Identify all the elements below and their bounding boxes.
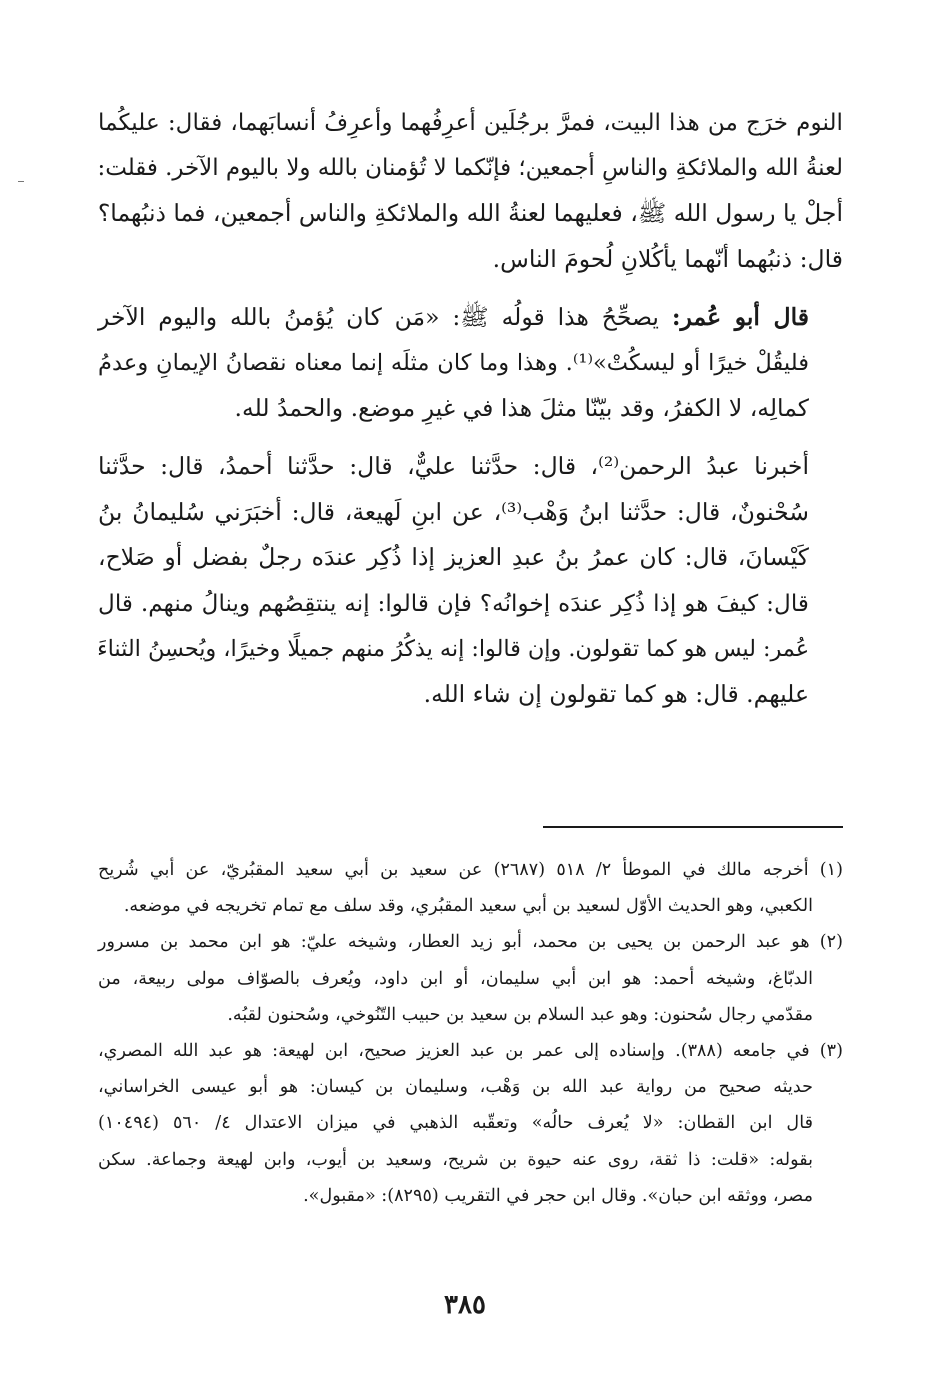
- text-line: قال: كيفَ هو إذا ذُكِر عندَه إخوانُه؟ فإن قالوا: إنه ينتقِصُهم وينالُ منهم. قال: [98, 590, 809, 618]
- text-line-with-speaker: [98, 295, 843, 341]
- page-number: ٣٨٥: [444, 1290, 486, 1320]
- footnote-line: بقوله: «قلت: ذا ثقة، روى عنه حيوة بن شريح، وسعيد بن أيوب، وابن لهيعة وجماعة. سكن: [98, 1149, 813, 1170]
- text-line: عُمر: ليس هو كما تقولون. وإن قالوا: إنه يذكُرُ منهم جميلًا وخيرًا، ويُحسِنُ الثناءَ: [97, 635, 809, 662]
- paragraph-3: [98, 444, 843, 718]
- footnote-line: (١) أخرجه مالك في الموطأ ٢/ ٥١٨ (٢٦٨٧) عن سعيد بن أبي سعيد المقبُريّ، عن أبي شُريح: [98, 860, 843, 880]
- footnote-separator: [543, 826, 843, 828]
- text-line: فليقُلْ خيرًا أو ليسكُتْ»⁽¹⁾. وهذا وما كان مثلَه إنما معناه نقصانُ الإيمانِ وعدمُ: [98, 349, 810, 376]
- footnote-line: مقدّمي رجال سُحنون: وهو عبد السلام بن سعيد بن حبيب التّنُوخي، وسُحنون لقبُه.: [227, 1004, 813, 1025]
- footnote-2: [98, 924, 843, 1033]
- paragraph-2: [98, 295, 843, 432]
- footnote-line: (٣) في جامعه (٣٨٨). وإسناده إلى عمر بن عبد العزيز صحيح، ابن لهيعة: هو عبد الله المصري،: [98, 1041, 843, 1062]
- text-line: سُحْنونٌ، قال: حدَّثنا ابنُ وَهْب⁽³⁾، عن ابنِ لَهيعة، قال: أخبَرَني سُليمانُ بنُ: [98, 497, 809, 526]
- main-text: [98, 100, 843, 718]
- footnote-1: [98, 852, 843, 924]
- text-line: كمالِه، لا الكفرُ، وقد بيّنّا مثلَ هذا في غيرِ موضع. والحمدُ لله.: [234, 394, 809, 423]
- text-line: أخبرنا عبدُ الرحمن⁽²⁾، قال: حدَّثنا عليٌّ، قال: حدَّثنا أحمدُ، قال: حدَّثنا: [98, 451, 809, 480]
- footnotes: [98, 852, 843, 1214]
- footnote-line: قال ابن القطان: «لا يُعرف حالُه» وتعقّبه الذهبي في ميزان الاعتدال ٤/ ٥٦٠ (١٠٤٩٤): [98, 1113, 813, 1134]
- text-line: قال: ذنبُهما أنّهما يأكُلانِ لُحومَ الناس.: [492, 245, 843, 274]
- text-line: لعنةُ الله والملائكةِ والناسِ أجمعين؛ فإنّكما لا تُؤمنان بالله ولا باليوم الآخر. فقلت:: [97, 154, 843, 181]
- text-line: النوم خرَج من هذا البيت، فمرَّ برجُلَين أعرِفُهما وأعرِفُ أنسابَهما، فقال: عليكُما: [98, 109, 843, 136]
- text-line: كَيْسانَ، قال: كان عمرُ بنُ عبدِ العزيز إذا ذُكِر عندَه رجلٌ بفضل أو صَلاح،: [98, 543, 809, 572]
- footnote-line: مصر، ووثقه ابن حبان». وقال ابن حجر في التقريب (٨٢٩٥): «مقبول».: [303, 1185, 813, 1206]
- margin-mark: [18, 181, 24, 182]
- footnote-3: [98, 1033, 843, 1214]
- text-line: أجلْ يا رسول الله ﷺ، فعليهما لعنةُ الله والملائكةِ والناس أجمعين، فما ذنبُهما؟: [97, 199, 843, 228]
- footnote-line: الدبّاغ، وشيخه أحمد: هو ابن أبي سليمان، أو ابن داود، ويُعرف بالصوّاف مولى ربيعة، من: [98, 968, 813, 989]
- text-line: يصحِّحُ هذا قولُه ﷺ: «مَن كان يُؤمنُ بالله واليوم الآخر: [98, 302, 659, 331]
- speaker-label: قال أبو عُمر:: [671, 302, 809, 331]
- footnote-line: (٢) هو عبد الرحمن بن يحيى بن محمد، أبو زيد العطار، وشيخه عليّ: هو ابن محمد بن مسرور: [98, 932, 843, 953]
- footnote-line: الكعبي، وهو الحديث الأوّل لسعيد بن أبي سعيد المقبُري، وقد سلف مع تمام تخريجه في موضعه.: [123, 896, 813, 917]
- paragraph-1: [98, 100, 843, 283]
- footnote-line: حديثه صحيح من رواية عبد الله بن وَهْب، وسليمان بن كيسان: هو أبو عيسى الخراساني،: [98, 1077, 813, 1098]
- text-line: عليهم. قال: هو كما تقولون إن شاء الله.: [423, 680, 809, 709]
